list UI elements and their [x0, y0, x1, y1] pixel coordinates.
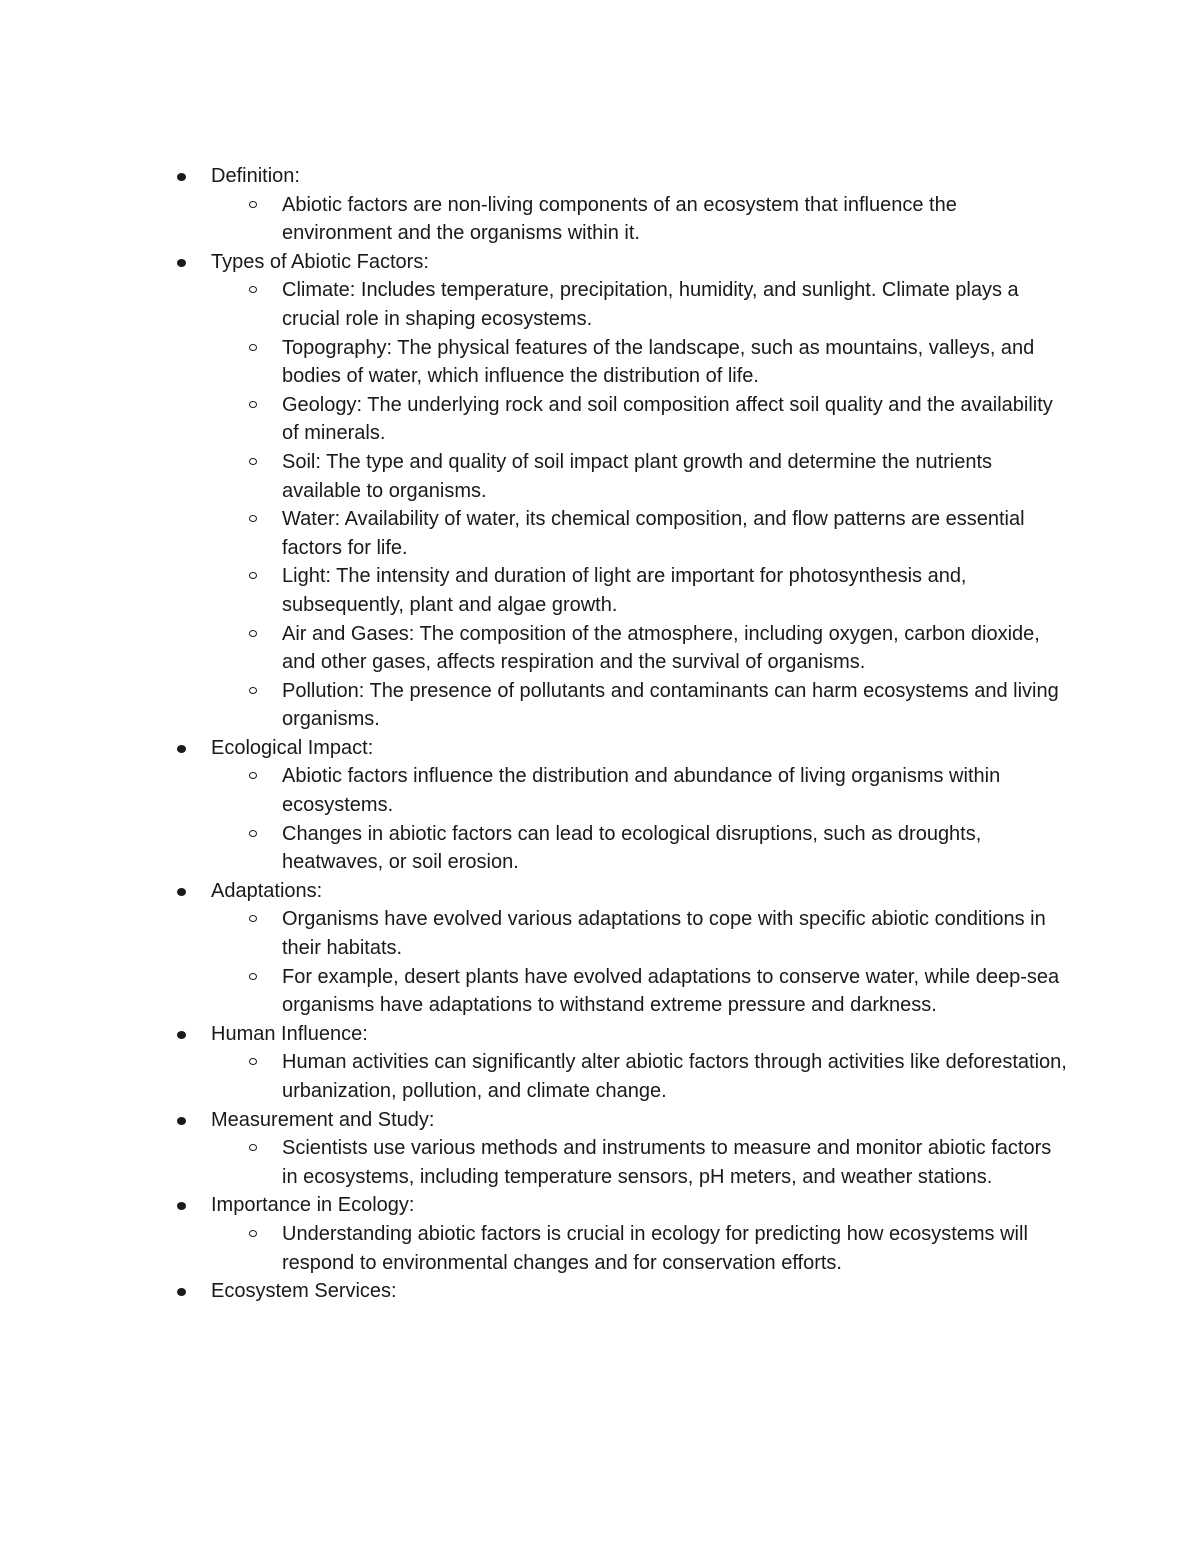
sub-item: [282, 448, 1067, 505]
hollow-bullet-icon: [249, 572, 257, 579]
section-heading: Definition:: [211, 165, 300, 187]
section-item: [0, 248, 1200, 734]
sub-list: [211, 1220, 1200, 1277]
filled-bullet-icon: [177, 259, 186, 267]
sub-item-text: Topography: The physical features of the landscape, such as mountains, valleys, and bodies of water, which influence the distribution of life.: [282, 336, 1035, 388]
sub-list: [211, 905, 1200, 1019]
section-heading: Types of Abiotic Factors:: [211, 250, 429, 273]
section-heading: Ecosystem Services:: [211, 1280, 397, 1303]
sub-item-text: Abiotic factors are non-living components of an ecosystem that influence the environment and the organisms within it.: [282, 193, 957, 245]
hollow-bullet-icon: [249, 515, 257, 522]
section-heading: Adaptations:: [211, 879, 323, 902]
sub-item-text: Human activities can significantly alter abiotic factors through activities like deforestation, urbanization, pollution, and climate change.: [282, 1051, 1067, 1102]
hollow-bullet-icon: [249, 915, 257, 922]
section-heading: Importance in Ecology:: [211, 1194, 415, 1217]
sub-item-text: Climate: Includes temperature, precipitation, humidity, and sunlight. Climate plays a crucial role in shaping ecosystems.: [282, 279, 1019, 330]
hollow-bullet-icon: [249, 630, 257, 637]
sub-item-text: Changes in abiotic factors can lead to ecological disruptions, such as droughts, heatwaves, or soil erosion.: [282, 822, 982, 874]
sub-list: [211, 762, 1200, 876]
outline-list: [0, 162, 1200, 1306]
section-item: [0, 734, 1200, 877]
sub-item: [282, 820, 1067, 877]
sub-item-text: Soil: The type and quality of soil impact plant growth and determine the nutrients available to organisms.: [282, 450, 993, 502]
filled-bullet-icon: [177, 1117, 186, 1125]
filled-bullet-icon: [177, 745, 186, 753]
section-item: [0, 1191, 1200, 1277]
sub-list: [211, 1134, 1200, 1191]
filled-bullet-icon: [177, 888, 186, 896]
sub-item-text: Light: The intensity and duration of light are important for photosynthesis and, subsequently, plant and algae growth.: [282, 565, 967, 616]
filled-bullet-icon: [177, 1288, 186, 1296]
sub-list: [211, 191, 1200, 248]
sub-item: [282, 562, 1067, 619]
hollow-bullet-icon: [249, 201, 257, 208]
sub-item: [282, 620, 1067, 677]
hollow-bullet-icon: [249, 401, 257, 408]
sub-item-text: Geology: The underlying rock and soil composition affect soil quality and the availability of minerals.: [282, 393, 1053, 445]
sub-item: [282, 191, 1067, 248]
section-heading: Human Influence:: [211, 1022, 368, 1045]
hollow-bullet-icon: [249, 1230, 257, 1237]
hollow-bullet-icon: [249, 687, 257, 694]
sub-item: [282, 905, 1067, 962]
hollow-bullet-icon: [249, 1058, 257, 1065]
sub-item: [282, 276, 1067, 333]
sub-item-text: Pollution: The presence of pollutants and contaminants can harm ecosystems and living organisms.: [282, 679, 1059, 731]
section-item: [0, 1106, 1200, 1192]
hollow-bullet-icon: [249, 830, 257, 837]
hollow-bullet-icon: [249, 286, 257, 293]
section-item: [0, 1020, 1200, 1106]
sub-item-text: Air and Gases: The composition of the atmosphere, including oxygen, carbon dioxide, and other gases, affects respiration and the survival of organisms.: [282, 622, 1040, 674]
section-item: [0, 1277, 1200, 1306]
sub-item-text: Abiotic factors influence the distribution and abundance of living organisms within ecosystems.: [282, 765, 1001, 817]
sub-item: [282, 391, 1067, 448]
sub-item: [282, 1048, 1067, 1105]
section-heading: Ecological Impact:: [211, 736, 374, 759]
section-item: [0, 877, 1200, 1020]
sub-item: [282, 334, 1067, 391]
hollow-bullet-icon: [249, 1144, 257, 1151]
sub-item: [282, 1220, 1067, 1277]
sub-item: [282, 677, 1067, 734]
sub-item-text: Scientists use various methods and instruments to measure and monitor abiotic factors in ecosystems, including temperature sensors, pH meters, and weather stations.: [282, 1137, 1052, 1188]
hollow-bullet-icon: [249, 458, 257, 465]
filled-bullet-icon: [177, 1202, 186, 1210]
sub-item-text: For example, desert plants have evolved adaptations to conserve water, while deep-sea organisms have adaptations to withstand extreme pressure and darkness.: [282, 965, 1060, 1017]
hollow-bullet-icon: [249, 973, 257, 980]
section-heading: Measurement and Study:: [211, 1108, 435, 1131]
sub-item-text: Organisms have evolved various adaptations to cope with specific abiotic conditions in their habitats.: [282, 908, 1046, 960]
sub-item: [282, 1134, 1067, 1191]
sub-item: [282, 762, 1067, 819]
sub-item-text: Understanding abiotic factors is crucial in ecology for predicting how ecosystems will respond to environmental changes and for conservation efforts.: [282, 1222, 1028, 1274]
hollow-bullet-icon: [249, 344, 257, 351]
hollow-bullet-icon: [249, 772, 257, 779]
sub-list: [211, 1048, 1200, 1105]
sub-item: [282, 963, 1067, 1020]
document-page: [0, 162, 1200, 1306]
filled-bullet-icon: [177, 1031, 186, 1039]
filled-bullet-icon: [177, 173, 186, 181]
sub-item-text: Water: Availability of water, its chemical composition, and flow patterns are essential factors for life.: [282, 508, 1025, 559]
sub-item: [282, 505, 1067, 562]
section-item: [0, 162, 1200, 248]
sub-list: [211, 276, 1200, 734]
